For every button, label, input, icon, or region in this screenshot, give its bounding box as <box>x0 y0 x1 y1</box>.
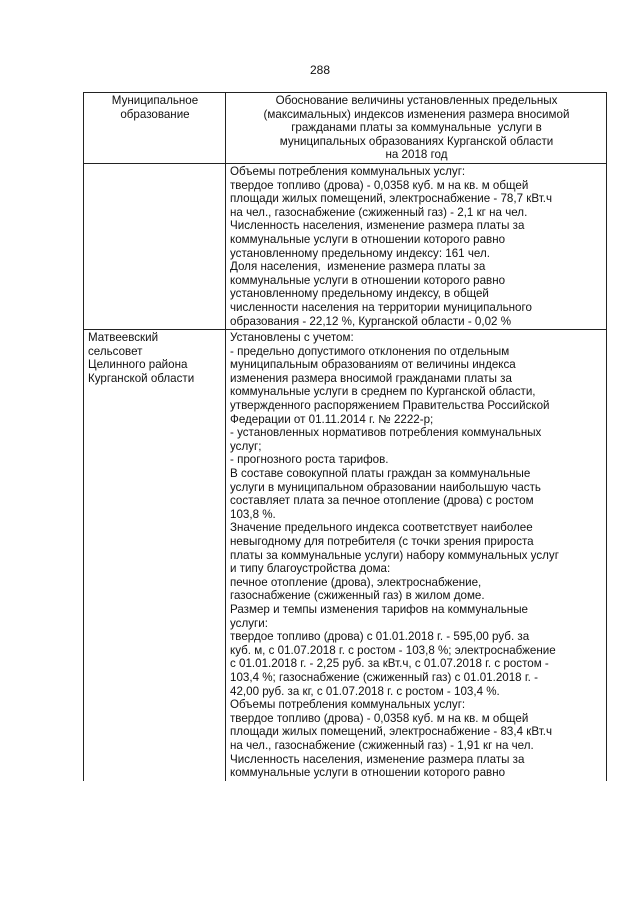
text-line: услуги: <box>230 616 268 630</box>
justification-cell <box>226 330 607 781</box>
justification-table <box>83 92 607 781</box>
text-line: площади жилых помещений, электроснабжение - 83,4 кВт.ч <box>230 725 552 739</box>
text-line: и типу благоустройства дома: <box>230 562 391 576</box>
header-line: Обоснование величины установленных предельных <box>275 94 558 107</box>
text-line: Федерации от 01.11.2014 г. № 2222-р; <box>230 412 434 426</box>
header-justification <box>226 93 607 164</box>
text-line: образования - 22,12 %, Курганской области - 0,02 % <box>230 314 512 328</box>
text-line: составляет плата за печное отопление (дрова) с ростом <box>230 494 534 508</box>
text-line: твердое топливо (дрова) - 0,0358 куб. м на кв. м общей <box>230 711 529 725</box>
municipality-line: Матвеевский <box>88 331 159 345</box>
text-line: численности населения на территории муниципального <box>230 300 532 314</box>
table-row <box>84 163 607 329</box>
text-line: коммунальные услуги в среднем по Курганской области, <box>230 385 536 399</box>
text-line: на чел., газоснабжение (сжиженный газ) - 2,1 кг на чел. <box>230 205 528 219</box>
header-municipality <box>84 93 226 164</box>
header-line: гражданами платы за коммунальные услуги в <box>291 121 542 135</box>
text-line: - установленных нормативов потребления коммунальных <box>230 426 542 440</box>
municipality-line: Целинного района <box>88 358 188 372</box>
text-line: площади жилых помещений, электроснабжение - 78,7 кВт.ч <box>230 192 552 206</box>
text-line: утвержденного распоряжением Правительства Российской <box>230 399 550 413</box>
text-line: 103,8 %. <box>230 507 276 521</box>
municipality-cell <box>84 330 226 781</box>
text-line: - предельно допустимого отклонения по отдельным <box>230 344 510 358</box>
text-line: изменения размера вносимой гражданами платы за <box>230 371 512 385</box>
text-line: В составе совокупной платы граждан за коммунальные <box>230 467 531 481</box>
text-line: с 01.01.2018 г. - 2,25 руб. за кВт.ч, с 01.07.2018 г. с ростом - <box>230 657 549 671</box>
municipality-line: сельсовет <box>88 344 143 358</box>
text-line: услуги в муниципальном образовании наибольшую часть <box>230 480 541 494</box>
text-line: 42,00 руб. за кг, с 01.07.2018 г. с ростом - 103,4 %. <box>230 684 500 698</box>
text-line: установленному предельному индексу: 161 чел. <box>230 246 490 260</box>
header-line: образование <box>120 107 190 121</box>
text-line: - прогнозного роста тарифов. <box>230 453 389 467</box>
table-row <box>84 330 607 781</box>
text-line: Размер и темпы изменения тарифов на коммунальные <box>230 602 528 616</box>
text-line: Численность населения, изменение размера платы за <box>230 219 525 233</box>
text-line: услуг; <box>230 439 262 453</box>
text-line: 103,4 %; газоснабжение (сжиженный газ) с 01.01.2018 г. - <box>230 670 538 684</box>
justification-cell <box>226 163 607 329</box>
text-line: платы за коммунальные услуги) набору коммунальных услуг <box>230 548 559 562</box>
text-line: Установлены с учетом: <box>230 331 354 345</box>
text-line: Значение предельного индекса соответствует наиболее <box>230 521 533 535</box>
table-header-row <box>84 93 607 164</box>
text-line: Численность населения, изменение размера платы за <box>230 752 525 766</box>
text-line: куб. м, с 01.07.2018 г. с ростом - 103,8 %; электроснабжение <box>230 643 556 657</box>
text-line: невыгодному для потребителя (с точки зрения прироста <box>230 535 534 548</box>
text-line: на чел., газоснабжение (сжиженный газ) - 1,91 кг на чел. <box>230 738 534 752</box>
text-line: твердое топливо (дрова) с 01.01.2018 г. - 595,00 руб. за <box>230 630 530 644</box>
text-line: твердое топливо (дрова) - 0,0358 куб. м на кв. м общей <box>230 178 529 192</box>
text-line: печное отопление (дрова), электроснабжение, <box>230 575 482 589</box>
text-line: коммунальные услуги в отношении которого равно <box>230 232 506 246</box>
text-line: муниципальным образованиям от величины индекса <box>230 358 516 372</box>
header-line: на 2018 год <box>385 148 448 162</box>
text-line: установленному предельному индексу, в общей <box>230 287 489 301</box>
municipality-cell <box>84 163 226 329</box>
header-line: Муниципальное <box>111 94 199 107</box>
text-line: Объемы потребления коммунальных услуг: <box>230 698 466 712</box>
text-line: коммунальные услуги в отношении которого равно <box>230 766 506 780</box>
text-line: Объемы потребления коммунальных услуг: <box>230 164 466 178</box>
text-line: газоснабжение (сжиженный газ) в жилом доме. <box>230 589 485 603</box>
text-line: коммунальные услуги в отношении которого равно <box>230 273 506 287</box>
municipality-line: Курганской области <box>88 371 195 385</box>
page-number: 288 <box>309 63 331 77</box>
header-line: муниципальных образованиях Курганской области <box>279 134 554 148</box>
text-line: Доля населения, изменение размера платы за <box>230 260 486 274</box>
header-line: (максимальных) индексов изменения размера вносимой <box>263 107 570 121</box>
